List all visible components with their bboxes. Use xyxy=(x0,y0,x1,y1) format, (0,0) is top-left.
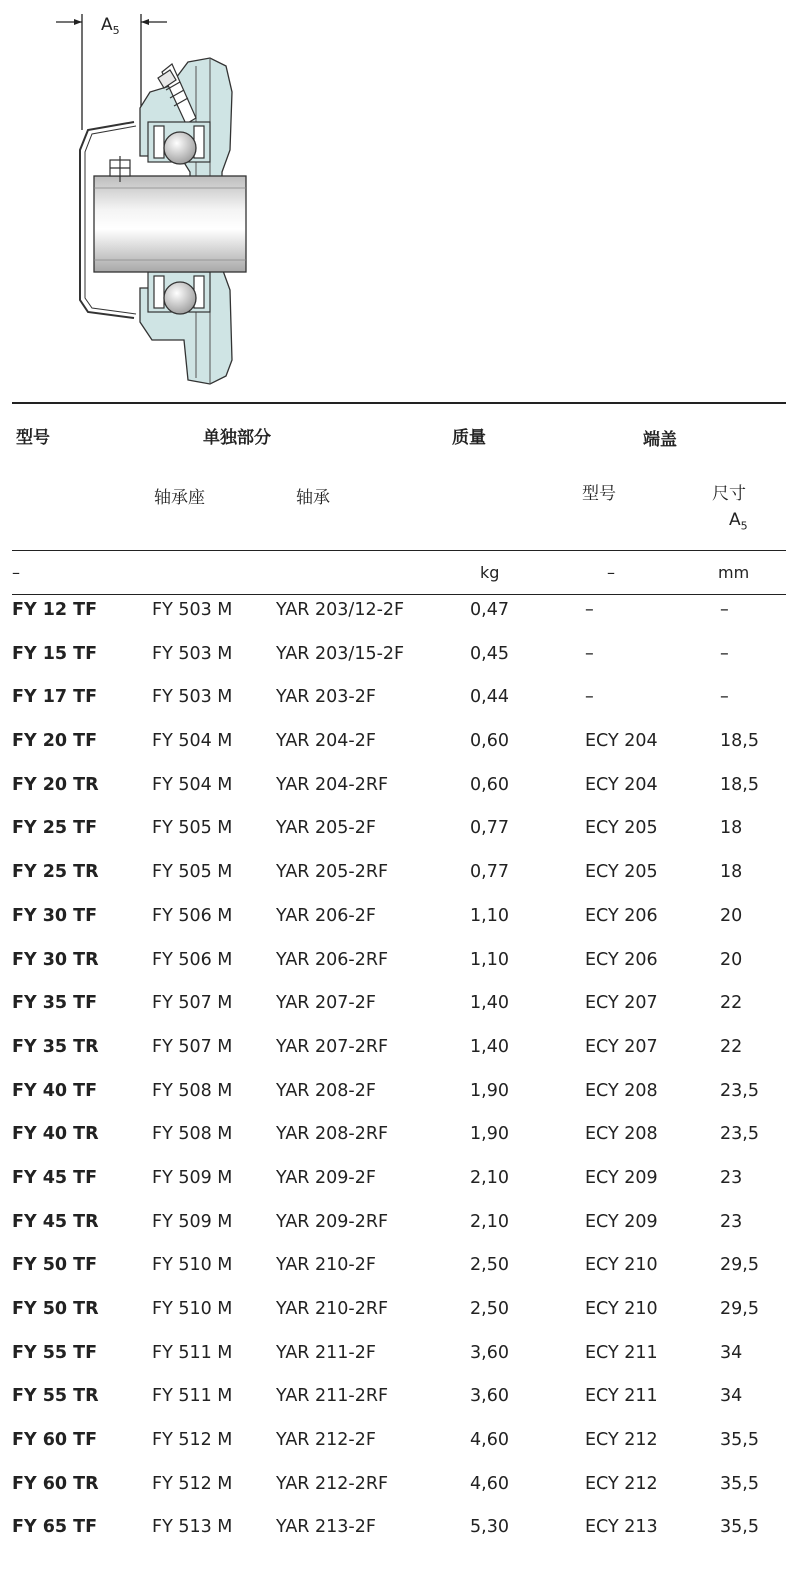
cell-a5: 35,5 xyxy=(720,1517,759,1538)
ball-upper-icon xyxy=(164,132,196,164)
cell-cover: ECY 209 xyxy=(585,1211,658,1232)
cell-cover: – xyxy=(585,643,594,664)
cell-cover: ECY 211 xyxy=(585,1342,658,1363)
table-row xyxy=(0,1080,790,1124)
cell-a5: 18 xyxy=(720,862,743,883)
cell-mass: 0,77 xyxy=(470,818,509,839)
cell-housing: FY 503 M xyxy=(152,687,233,708)
cell-mass: 1,10 xyxy=(470,949,509,970)
cell-housing: FY 508 M xyxy=(152,1080,233,1101)
table-row xyxy=(0,1516,790,1560)
table-row xyxy=(0,1298,790,1342)
cell-designation: FY 55 TF xyxy=(12,1342,98,1363)
table-row xyxy=(0,1211,790,1255)
ball-lower-icon xyxy=(164,282,196,314)
cell-designation: FY 45 TR xyxy=(12,1211,99,1232)
cell-housing: FY 505 M xyxy=(152,862,233,883)
cell-designation: FY 60 TF xyxy=(12,1430,98,1451)
table-row xyxy=(0,1342,790,1386)
cell-designation: FY 40 TF xyxy=(12,1080,98,1101)
cell-cover: ECY 208 xyxy=(585,1124,658,1145)
cell-a5: 18,5 xyxy=(720,731,759,752)
cell-bearing: YAR 207-2F xyxy=(276,993,376,1014)
cell-bearing: YAR 212-2F xyxy=(276,1430,376,1451)
cell-bearing: YAR 210-2RF xyxy=(276,1299,389,1319)
cell-designation: FY 65 TF xyxy=(12,1517,98,1538)
cell-cover: ECY 206 xyxy=(585,949,658,970)
cell-mass: 4,60 xyxy=(470,1473,509,1494)
cell-bearing: YAR 203/12-2F xyxy=(276,600,405,620)
table-row xyxy=(0,774,790,818)
cell-bearing: YAR 204-2F xyxy=(276,731,376,752)
cell-bearing: YAR 207-2RF xyxy=(276,1036,389,1057)
cell-mass: 0,60 xyxy=(470,731,509,752)
cell-a5: 23,5 xyxy=(720,1124,759,1145)
cell-a5: 29,5 xyxy=(720,1255,759,1276)
table-row xyxy=(0,1385,790,1429)
cell-a5: 35,5 xyxy=(720,1430,759,1451)
table-row xyxy=(0,861,790,905)
cell-housing: FY 511 M xyxy=(152,1342,233,1363)
cell-designation: FY 15 TF xyxy=(12,643,98,664)
cell-bearing: YAR 204-2RF xyxy=(276,774,389,795)
cell-a5: – xyxy=(720,687,729,708)
cell-housing: FY 506 M xyxy=(152,949,233,970)
cell-cover: ECY 207 xyxy=(585,1036,658,1057)
cell-mass: 5,30 xyxy=(470,1517,509,1538)
cell-housing: FY 504 M xyxy=(152,774,233,795)
cell-bearing: YAR 212-2RF xyxy=(276,1473,389,1494)
cell-designation: FY 20 TF xyxy=(12,731,98,752)
cell-designation: FY 12 TF xyxy=(12,600,98,620)
cell-a5: 20 xyxy=(720,949,743,970)
cell-bearing: YAR 206-2RF xyxy=(276,949,389,970)
table-row xyxy=(0,599,790,643)
cell-housing: FY 511 M xyxy=(152,1386,233,1407)
cell-bearing: YAR 209-2RF xyxy=(276,1211,389,1232)
cell-bearing: YAR 208-2F xyxy=(276,1080,376,1101)
cell-a5: 18,5 xyxy=(720,774,759,795)
cell-cover: ECY 212 xyxy=(585,1430,658,1451)
cell-mass: 4,60 xyxy=(470,1430,509,1451)
cell-a5: 23 xyxy=(720,1167,743,1188)
cell-mass: 2,50 xyxy=(470,1299,509,1319)
cell-housing: FY 505 M xyxy=(152,818,233,839)
table-row xyxy=(0,1036,790,1080)
header-designation: 型号 xyxy=(16,428,50,448)
cell-a5: 22 xyxy=(720,993,743,1014)
header-end-cover: 端盖 xyxy=(643,430,677,450)
cell-a5: 18 xyxy=(720,818,743,839)
cell-mass: 0,77 xyxy=(470,862,509,883)
table-row xyxy=(0,905,790,949)
cell-cover: ECY 205 xyxy=(585,862,658,883)
cell-cover: ECY 204 xyxy=(585,731,658,752)
unit-a5: mm xyxy=(718,563,750,582)
cell-mass: 2,10 xyxy=(470,1211,509,1232)
cell-mass: 3,60 xyxy=(470,1342,509,1363)
cell-designation: FY 55 TR xyxy=(12,1386,99,1407)
cell-housing: FY 509 M xyxy=(152,1211,233,1232)
cell-housing: FY 503 M xyxy=(152,600,233,620)
cell-mass: 0,45 xyxy=(470,643,509,664)
unit-designation: – xyxy=(12,563,20,582)
cell-mass: 1,40 xyxy=(470,993,509,1014)
cell-bearing: YAR 203-2F xyxy=(276,687,376,708)
cell-designation: FY 40 TR xyxy=(12,1124,99,1145)
cell-bearing: YAR 206-2F xyxy=(276,905,376,926)
cell-a5: 23,5 xyxy=(720,1080,759,1101)
cell-housing: FY 509 M xyxy=(152,1167,233,1188)
cell-designation: FY 17 TF xyxy=(12,687,98,708)
header-dimensions: 尺寸 xyxy=(712,484,746,504)
cell-housing: FY 507 M xyxy=(152,1036,233,1057)
table-row xyxy=(0,1429,790,1473)
cell-cover: ECY 209 xyxy=(585,1167,658,1188)
cell-housing: FY 510 M xyxy=(152,1299,233,1319)
table-row xyxy=(0,686,790,730)
cell-mass: 1,90 xyxy=(470,1080,509,1101)
cell-cover: ECY 205 xyxy=(585,818,658,839)
cell-a5: – xyxy=(720,600,729,620)
cell-housing: FY 512 M xyxy=(152,1473,233,1494)
table-row xyxy=(0,643,790,687)
cell-mass: 2,10 xyxy=(470,1167,509,1188)
cell-mass: 0,44 xyxy=(470,687,509,708)
cell-housing: FY 507 M xyxy=(152,993,233,1014)
table-row xyxy=(0,992,790,1036)
cell-mass: 2,50 xyxy=(470,1255,509,1276)
cell-designation: FY 35 TF xyxy=(12,993,98,1014)
cell-cover: ECY 208 xyxy=(585,1080,658,1101)
cell-housing: FY 512 M xyxy=(152,1430,233,1451)
cell-cover: ECY 207 xyxy=(585,993,658,1014)
cell-bearing: YAR 213-2F xyxy=(276,1517,376,1538)
cell-cover: ECY 210 xyxy=(585,1299,658,1319)
header-bearing: 轴承 xyxy=(296,488,330,508)
cell-cover: – xyxy=(585,600,594,620)
cell-a5: 34 xyxy=(720,1342,743,1363)
unit-cover: – xyxy=(607,563,615,582)
cell-designation: FY 50 TF xyxy=(12,1255,98,1276)
bearing-unit-drawing xyxy=(0,0,400,395)
header-divider xyxy=(12,550,786,551)
cell-designation: FY 20 TR xyxy=(12,774,99,795)
cell-cover: – xyxy=(585,687,594,708)
cell-mass: 1,90 xyxy=(470,1124,509,1145)
cell-a5: 29,5 xyxy=(720,1299,759,1319)
cell-mass: 3,60 xyxy=(470,1386,509,1407)
cell-cover: ECY 206 xyxy=(585,905,658,926)
table-body xyxy=(0,599,790,1560)
cell-bearing: YAR 211-2RF xyxy=(276,1386,389,1407)
cell-mass: 0,47 xyxy=(470,600,509,620)
cell-a5: 22 xyxy=(720,1036,743,1057)
table-row xyxy=(0,1123,790,1167)
table-row xyxy=(0,949,790,993)
cell-a5: 34 xyxy=(720,1386,743,1407)
cell-cover: ECY 204 xyxy=(585,774,658,795)
cell-a5: 20 xyxy=(720,905,743,926)
cell-cover: ECY 211 xyxy=(585,1386,658,1407)
cell-mass: 0,60 xyxy=(470,774,509,795)
unit-mass: kg xyxy=(480,563,500,582)
cell-designation: FY 25 TF xyxy=(12,818,98,839)
cell-bearing: YAR 211-2F xyxy=(276,1342,376,1363)
cell-mass: 1,10 xyxy=(470,905,509,926)
table-row xyxy=(0,1254,790,1298)
cell-designation: FY 30 TR xyxy=(12,949,99,970)
cell-a5: 35,5 xyxy=(720,1473,759,1494)
cell-housing: FY 508 M xyxy=(152,1124,233,1145)
header-housing: 轴承座 xyxy=(154,488,205,508)
table-row xyxy=(0,817,790,861)
cell-designation: FY 50 TR xyxy=(12,1299,99,1319)
cell-housing: FY 513 M xyxy=(152,1517,233,1538)
cell-housing: FY 510 M xyxy=(152,1255,233,1276)
units-divider xyxy=(12,594,786,595)
cell-housing: FY 504 M xyxy=(152,731,233,752)
table-row xyxy=(0,1167,790,1211)
cell-a5: 23 xyxy=(720,1211,743,1232)
cell-cover: ECY 212 xyxy=(585,1473,658,1494)
dimension-label-a5: $A_5$ xyxy=(101,15,120,37)
cell-bearing: YAR 205-2RF xyxy=(276,862,389,883)
table-top-rule xyxy=(12,402,786,404)
cell-bearing: YAR 205-2F xyxy=(276,818,376,839)
cell-housing: FY 506 M xyxy=(152,905,233,926)
cell-housing: FY 503 M xyxy=(152,643,233,664)
cell-designation: FY 30 TF xyxy=(12,905,98,926)
cell-cover: ECY 210 xyxy=(585,1255,658,1276)
cell-designation: FY 60 TR xyxy=(12,1473,99,1494)
cell-cover: ECY 213 xyxy=(585,1517,658,1538)
header-mass: 质量 xyxy=(452,428,486,448)
shaft xyxy=(94,176,246,272)
cell-bearing: YAR 208-2RF xyxy=(276,1124,389,1145)
cell-bearing: YAR 210-2F xyxy=(276,1255,376,1276)
cell-designation: FY 45 TF xyxy=(12,1167,98,1188)
header-a5: $A_5$ xyxy=(729,510,748,533)
cell-bearing: YAR 203/15-2F xyxy=(276,643,405,664)
table-row xyxy=(0,730,790,774)
header-components: 单独部分 xyxy=(203,428,271,448)
table-row xyxy=(0,1473,790,1517)
cell-bearing: YAR 209-2F xyxy=(276,1167,376,1188)
cell-mass: 1,40 xyxy=(470,1036,509,1057)
cell-designation: FY 25 TR xyxy=(12,862,99,883)
cell-designation: FY 35 TR xyxy=(12,1036,99,1057)
cell-a5: – xyxy=(720,643,729,664)
header-cover-designation: 型号 xyxy=(582,484,616,504)
